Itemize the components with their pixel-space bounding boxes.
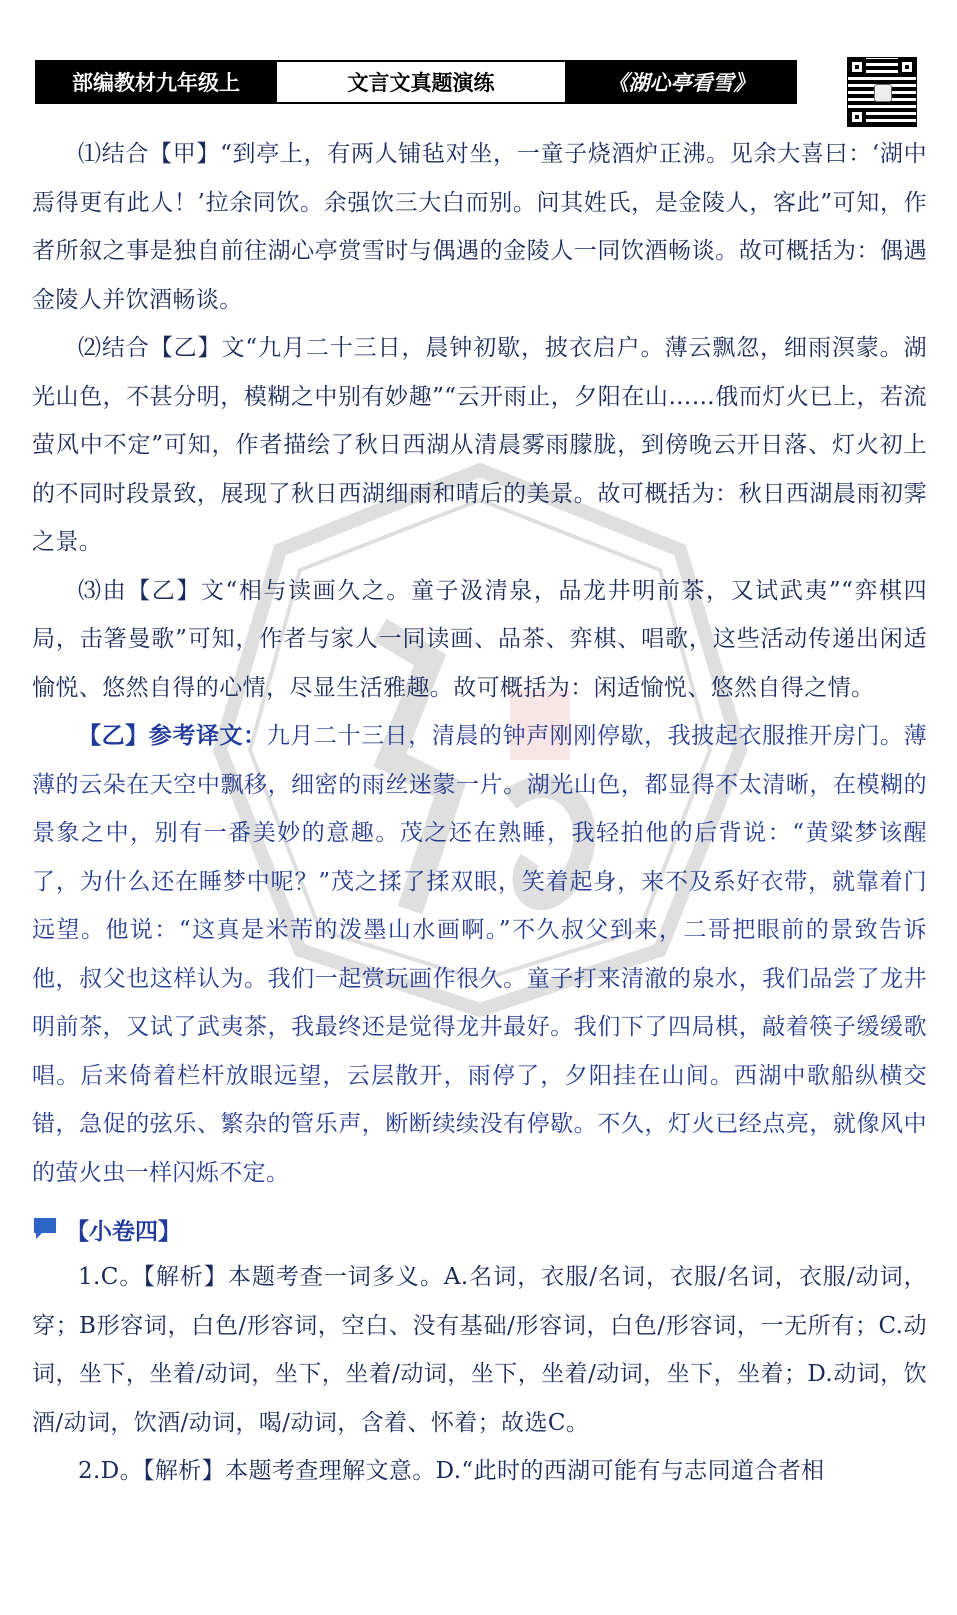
header-topic-label: 文言文真题演练	[275, 62, 567, 102]
qr-code-icon	[848, 58, 916, 126]
analysis-paragraph-2: ⑵结合【乙】文“九月二十三日，晨钟初歇，披衣启户。薄云飘忽，细雨溟蒙。湖光山色，不甚分明，模糊之中别有妙趣”“云开雨止，夕阳在山……俄而灯火已上，若流萤风中不定”可知，作者描绘了秋日西湖从清晨雾雨朦胧，到傍晚云开日落、灯火初上的不同时段景致，展现了秋日西湖细雨和晴后的美景。故可概括为：秋日西湖晨雨初霁之景。	[32, 335, 927, 555]
translation-text: 九月二十三日，清晨的钟声刚刚停歇，我披起衣服推开房门。薄薄的云朵在天空中飘移，细密的雨丝迷蒙一片。湖光山色，都显得不太清晰，在模糊的景象之中，别有一番美妙的意趣。茂之还在熟睡，我轻拍他的后背说：“黄粱梦该醒了，为什么还在睡梦中呢？”茂之揉了揉双眼，笑着起身，来不及系好衣带，就靠着门远望。他说：“这真是米芾的泼墨山水画啊。”不久叔父到来，二哥把眼前的景致告诉他，叔父也这样认为。我们一起赏玩画作很久。童子打来清澈的泉水，我们品尝了龙井明前茶，又试了武夷茶，我最终还是觉得龙井最好。我们下了四局棋，敲着筷子缓缓歌唱。后来倚着栏杆放眼远望，云层散开，雨停了，夕阳挂在山间。西湖中歌船纵横交错，急促的弦乐、繁杂的管乐声，断断续续没有停歇。不久，灯火已经点亮，就像风中的萤火虫一样闪烁不定。	[32, 723, 928, 1186]
answer-2: 2.D。【解析】本题考查理解文意。D.“此时的西湖可能有与志同道合者相	[78, 1458, 825, 1484]
header-title-label: 《湖心亭看雪》	[567, 62, 795, 102]
analysis-paragraph-3: ⑶由【乙】文“相与读画久之。童子汲清泉，品龙井明前茶，又试武夷”“弈棋四局，击箸曼歌”可知，作者与家人一同读画、品茶、弈棋、唱歌，这些活动传递出闲适愉悦、悠然自得的心情，尽显生活雅趣。故可概括为：闲适愉悦、悠然自得之情。	[32, 577, 927, 701]
section-heading	[32, 1207, 927, 1251]
analysis-paragraph-1: ⑴结合【甲】“到亭上，有两人铺毡对坐，一童子烧酒炉正沸。见余大喜曰：‘湖中焉得更有此人！’拉余同饮。余强饮三大白而别。问其姓氏，是金陵人，客此”可知，作者所叙之事是独自前往湖心亭赏雪时与偶遇的金陵人一同饮酒畅谈。故可概括为：偶遇金陵人并饮酒畅谈。	[32, 141, 927, 313]
header-textbook-label: 部编教材九年级上	[37, 62, 275, 102]
section-title: 【小卷四】	[66, 1218, 181, 1245]
document-body	[32, 130, 927, 1496]
answer-1: 1.C。【解析】本题考查一词多义。A.名词，衣服/名词，衣服/名词，衣服/动词，穿；B形容词，白色/形容词，空白、没有基础/形容词，白色/形容词，一无所有；C.动词，坐下，坐着/动词，坐下，坐着/动词，坐下，坐着/动词，坐下，坐着；D.动词，饮酒/动词，饮酒/动词，喝/动词，含着、怀着；故选C。	[32, 1264, 927, 1436]
header-bar	[35, 60, 797, 104]
translation-paragraph	[32, 712, 927, 1197]
speech-bubble-icon	[32, 1216, 60, 1242]
translation-label: 【乙】参考译文：	[78, 722, 267, 749]
